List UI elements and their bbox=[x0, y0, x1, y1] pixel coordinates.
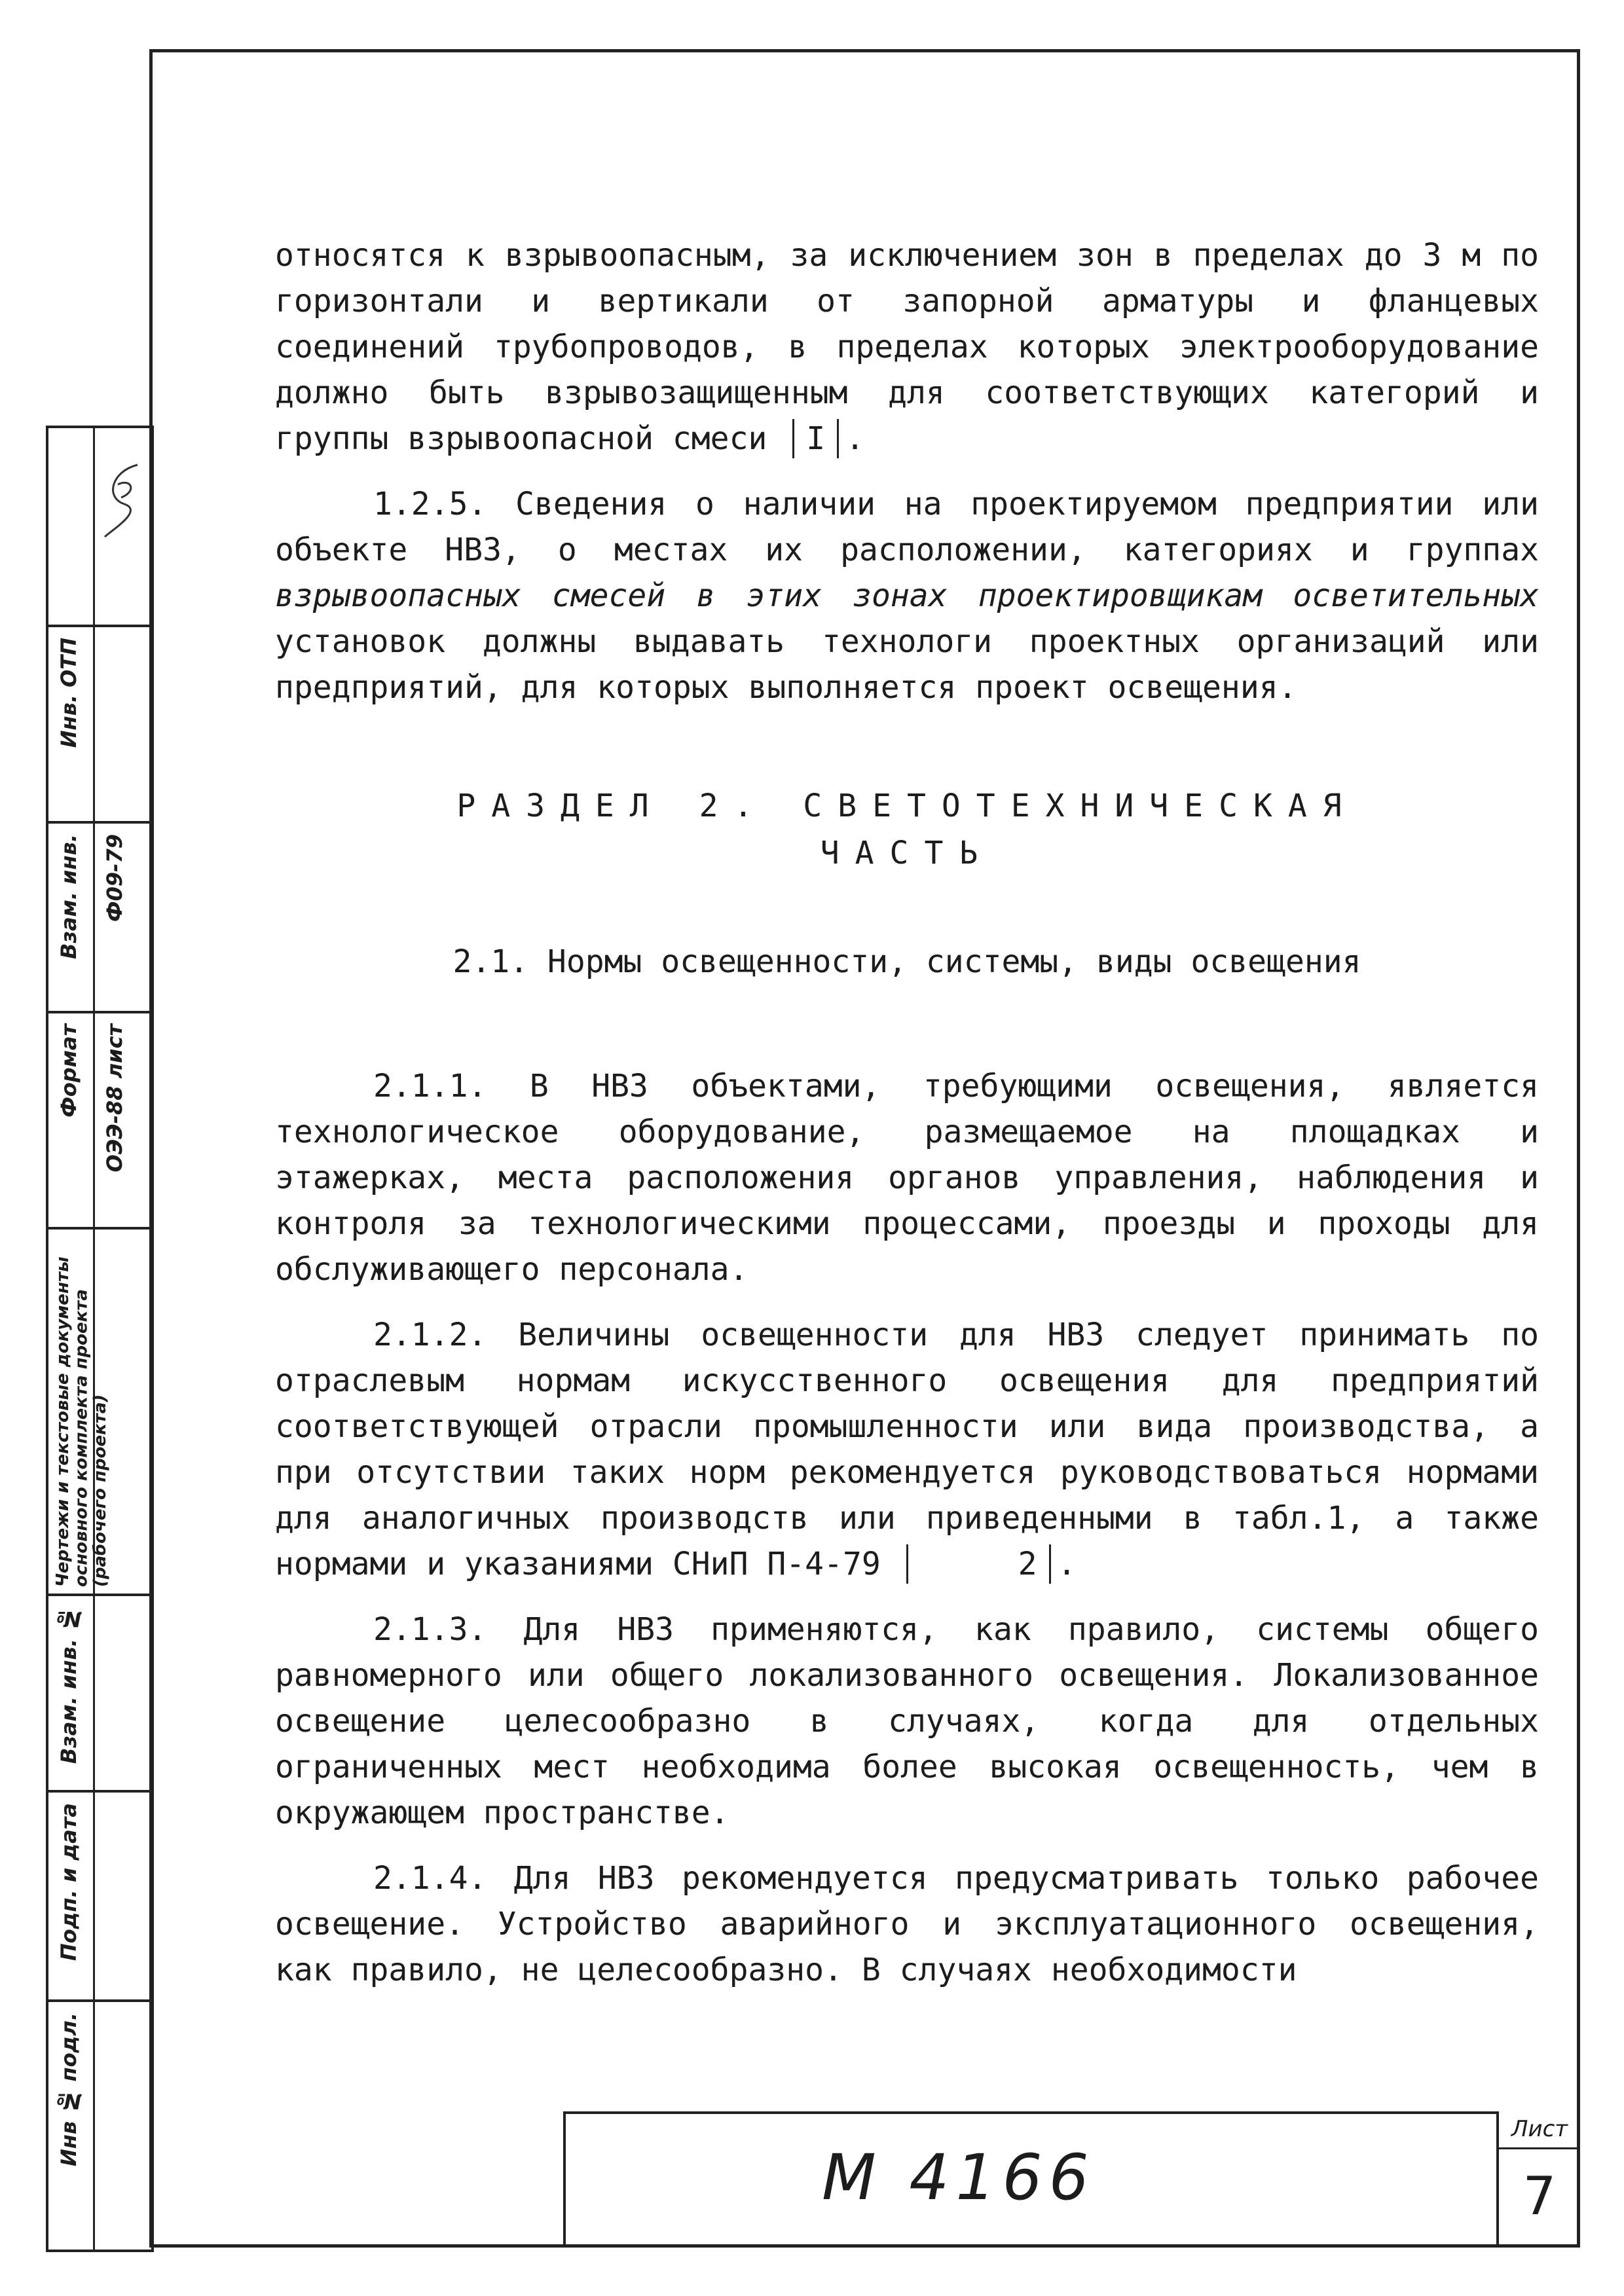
side-stamp-row-line bbox=[48, 625, 151, 627]
side-label-documents: Чертежи и текстовые документы основного комплекта проекта (рабочего проекта) bbox=[53, 1256, 111, 1587]
signature-icon bbox=[98, 458, 147, 543]
subsection-heading: 2.1. Нормы освещенности, системы, виды освещения bbox=[452, 943, 1361, 980]
main-text bbox=[275, 232, 1539, 1993]
side-label-sign-date: Подп. и дата bbox=[56, 1803, 81, 1961]
paragraph-2-1-1: 2.1.1. В НВЗ объектами, требующими освещения, является технологическое оборудование, размещаемое на площадках и этажерках, места расположения органов управления, наблюдения и контроля за технологическими процессами, проезды и проходы для обслуживающего персонала. bbox=[275, 1068, 1539, 1288]
paragraph-end: . bbox=[845, 420, 865, 457]
paragraph-end: . bbox=[1057, 1546, 1077, 1582]
side-label-replace: Взам. инв. bbox=[56, 834, 81, 959]
paragraph-2-1-3: 2.1.3. Для НВЗ применяются, как правило, системы общего равномерного или общего локализованного освещения. Локализованное освещение целесообразно в случаях, когда для отдельных ограниченных мест необходима более высокая освещенность, чем в окружающем пространстве. bbox=[275, 1611, 1539, 1831]
side-label-inv: Инв № подл. bbox=[56, 2013, 81, 2166]
side-stamp-divider bbox=[93, 428, 95, 2250]
side-stamp-row-line bbox=[48, 1594, 151, 1596]
paragraph-2-1-4: 2.1.4. Для НВЗ рекомендуется предусматривать только рабочее освещение. Устройство аварийного и эксплуатационного освещения, как правило, не целесообразно. В случаях необходимости bbox=[275, 1860, 1539, 1988]
reference-marker: I bbox=[792, 419, 839, 458]
side-value-form-code: Ф09-79 bbox=[102, 834, 127, 922]
sheet-label: Лист bbox=[1499, 2111, 1580, 2149]
paragraph-1-2-5 bbox=[275, 481, 1539, 710]
sheet-box bbox=[1496, 2111, 1580, 2248]
side-label-replace-inv: Взам. инв. № bbox=[56, 1607, 81, 1764]
side-stamp-row-line bbox=[48, 1011, 151, 1013]
side-label-format: Формат bbox=[56, 1024, 81, 1118]
side-value-document-code: ОЭЭ-88 лист bbox=[102, 1024, 127, 1173]
side-stamp-row-line bbox=[48, 821, 151, 824]
side-stamp bbox=[46, 426, 154, 2252]
side-stamp-row-line bbox=[48, 1790, 151, 1793]
side-label-otp: Инв. ОТП bbox=[56, 638, 81, 748]
paragraph-2-1-2 bbox=[275, 1312, 1539, 1587]
section-heading-line1: РАЗДЕЛ 2. СВЕТОТЕХНИЧЕСКАЯ bbox=[456, 788, 1357, 824]
paragraph-explosion-zones bbox=[275, 232, 1539, 462]
paragraph-text: 1.2.5. Сведения о наличии на проектируемом предприятии или объекте НВЗ, о местах их расположении, категориях и группах bbox=[275, 486, 1539, 568]
paragraph-text-italic: взрывоопасных смесей в этих зонах проектировщикам осветительных bbox=[275, 577, 1539, 614]
paragraph-text: 2.1.2. Величины освещенности для НВЗ следует принимать по отраслевым нормам искусственного освещения для предприятий соответствующей отрасли промышленности или вида производства, а при отсутствии таких норм рекомендуется руководствоваться нормами для аналогичных производств или приведенными в табл.1, а также нормами и указаниями СНиП П-4-79 bbox=[275, 1317, 1539, 1582]
side-stamp-row-line bbox=[48, 1227, 151, 1230]
sheet-number: 7 bbox=[1522, 2166, 1557, 2227]
section-heading-line2: ЧАСТЬ bbox=[820, 835, 994, 871]
paragraph-text: относятся к взрывоопасным, за исключением зон в пределах до 3 м по горизонтали и вертикали от запорной арматуры и фланцевых соединений трубопроводов, в пределах которых электрооборудование должно быть взрывозащищенным для соответствующих категорий и группы взрывоопасной смеси bbox=[275, 237, 1539, 457]
side-stamp-row-line bbox=[48, 1999, 151, 2002]
document-code: М 4166 bbox=[822, 2141, 1096, 2214]
reference-marker: 2 bbox=[906, 1544, 1051, 1584]
paragraph-text: установок должны выдавать технологи проектных организаций или предприятий, для которых выполняется проект освещения. bbox=[275, 623, 1539, 706]
section-heading bbox=[275, 782, 1539, 877]
